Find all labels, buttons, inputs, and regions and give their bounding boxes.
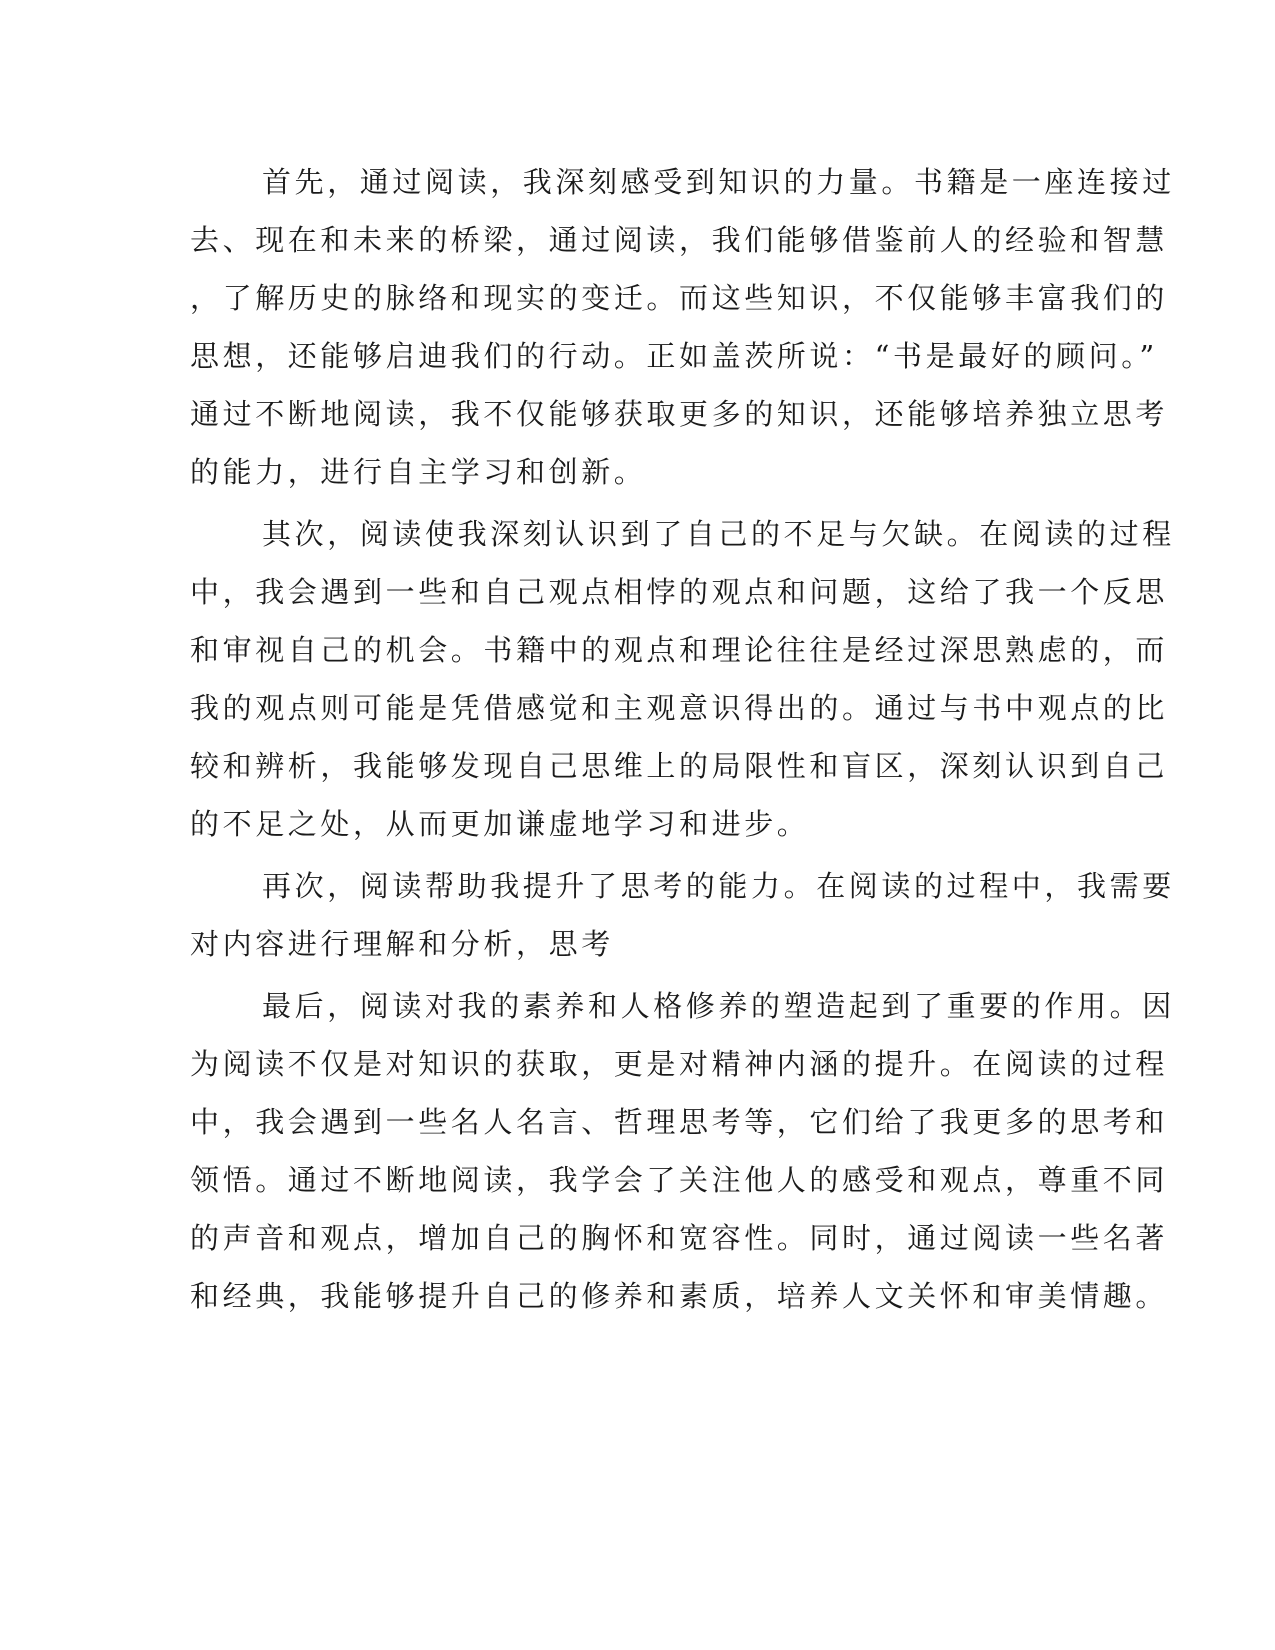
paragraph-4-line-1: 最后，阅读对我的素养和人格修养的塑造起到了重要的作用。因 [262,989,1175,1023]
paragraph-2-line-6: 的不足之处，从而更加谦虚地学习和进步。 [190,807,810,841]
paragraph-2-line-5: 较和辨析，我能够发现自己思维上的局限性和盲区，深刻认识到自己 [190,749,1169,783]
paragraph-1-line-5: 通过不断地阅读，我不仅能够获取更多的知识，还能够培养独立思考 [190,397,1169,431]
paragraph-4-line-6: 和经典，我能够提升自己的修养和素质，培养人文关怀和审美情趣。 [190,1279,1169,1313]
paragraph-1-line-4: 思想，还能够启迪我们的行动。正如盖茨所说：“书是最好的顾问。” [190,339,1158,373]
paragraph-1-line-6: 的能力，进行自主学习和创新。 [190,455,647,489]
paragraph-4-line-5: 的声音和观点，增加自己的胸怀和宽容性。同时，通过阅读一些名著 [190,1221,1169,1255]
paragraph-3-line-1: 再次，阅读帮助我提升了思考的能力。在阅读的过程中，我需要 [262,869,1175,903]
paragraph-2-line-2: 中，我会遇到一些和自己观点相悖的观点和问题，这给了我一个反思 [190,575,1169,609]
paragraph-1-line-1: 首先，通过阅读，我深刻感受到知识的力量。书籍是一座连接过 [262,165,1175,199]
paragraph-2-line-3: 和审视自己的机会。书籍中的观点和理论往往是经过深思熟虑的，而 [190,633,1169,667]
paragraph-4-line-4: 领悟。通过不断地阅读，我学会了关注他人的感受和观点，尊重不同 [190,1163,1169,1197]
paragraph-2-line-1: 其次，阅读使我深刻认识到了自己的不足与欠缺。在阅读的过程 [262,517,1175,551]
paragraph-3-line-2: 对内容进行理解和分析，思考 [190,927,614,961]
paragraph-1-line-3: ，了解历史的脉络和现实的变迁。而这些知识，不仅能够丰富我们的 [190,281,1169,315]
paragraph-1-line-2: 去、现在和未来的桥梁，通过阅读，我们能够借鉴前人的经验和智慧 [190,223,1169,257]
paragraph-2-line-4: 我的观点则可能是凭借感觉和主观意识得出的。通过与书中观点的比 [190,691,1169,725]
paragraph-4-line-2: 为阅读不仅是对知识的获取，更是对精神内涵的提升。在阅读的过程 [190,1047,1169,1081]
paragraph-4-line-3: 中，我会遇到一些名人名言、哲理思考等，它们给了我更多的思考和 [190,1105,1169,1139]
